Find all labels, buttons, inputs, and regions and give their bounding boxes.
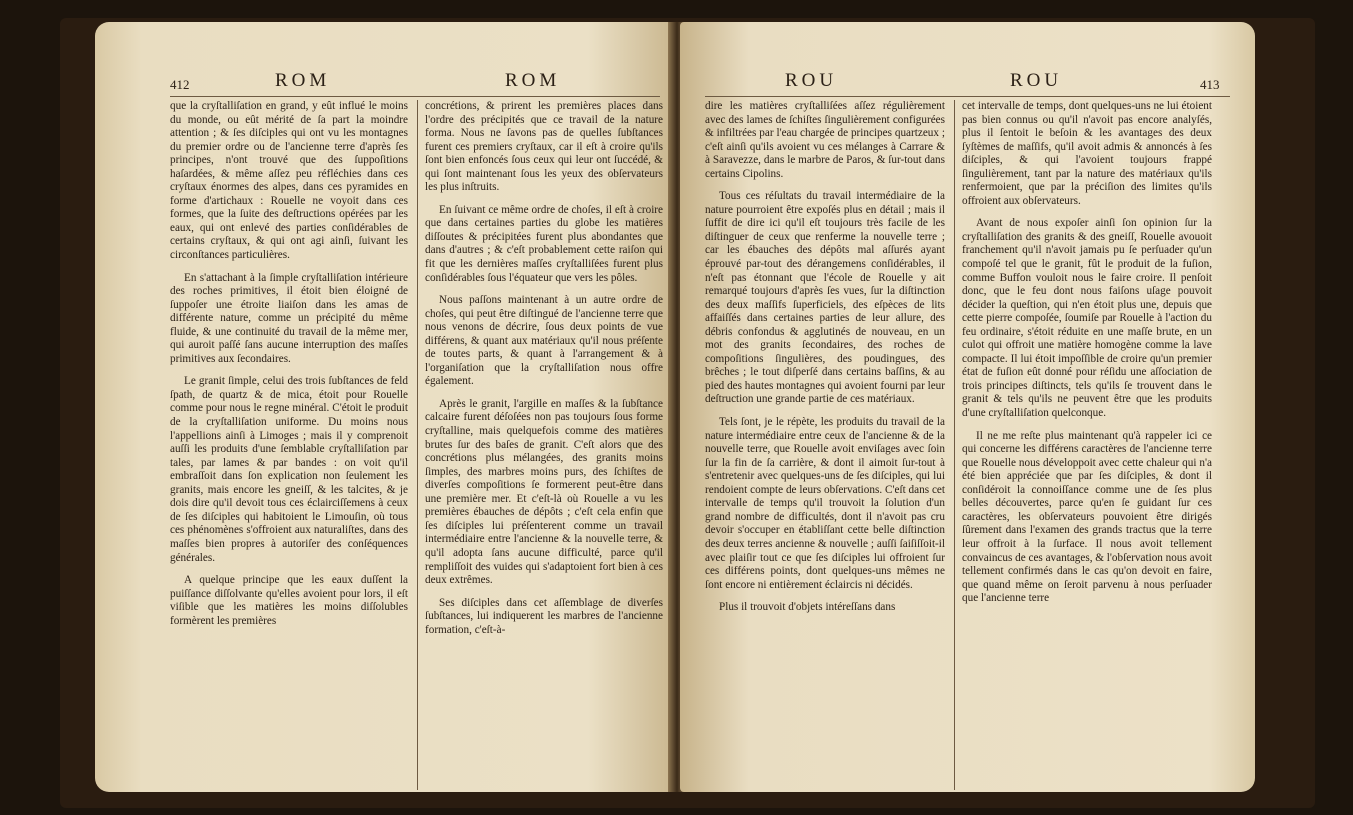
right-page (680, 22, 1255, 792)
paragraph: Avant de nous expoſer ainſi ſon opinion ſur la cryſtalliſation des granits & des gneiſſ, Rouelle avouoit franchement qu'il n'avoit jamais pu ſe perſuader qu'un compoſé tel que le granit, fût le produit de la fuſion, comme Buffon vouloit nous le faire croire. Il penſoit donc, que le feu dont nous faiſons uſage pouvoit décider la queſtion, qui n'en étoit plus une, depuis que cette pierre compoſée, ſoumiſe par Rouelle à l'action du feu ordinaire, s'étoit réduite en une maſſe brute, en un culot qui offroit une matière homogène comme la lave compacte. Il lui étoit impoſſible de croire qu'un premier état de fuſion eût donné pour réſidu une aſſociation de trois principes diſtincts, tels qu'ils ſe trouvent dans le granit & tels qu'ils ne peuvent être que les produits d'une cryſtalliſation quelconque. (962, 217, 1212, 420)
header-rule (170, 96, 660, 97)
paragraph: Il ne me reſte plus maintenant qu'à rappeler ici ce qui concerne les différens caractères de l'ancienne terre que Rouelle nous développoit avec cette chaleur qui n'a été bien appréciée que par ſes diſciples, & dont il conſidéroit la connoiſſance comme une de ſes plus belles découvertes, parce qu'en ſe guidant ſur ces caractères, les obſervateurs pouvoient être dirigés ſûrement dans l'examen des grands tractus que la terre leur offroit à la ſurface. Il nous avoit tellement convaincus de ces avantages, & l'obſervation nous avoit tellement confirmés dans le cas qu'on devoit en faire, que quand même on ſeroit parvenu à nous perſuader que l'ancienne terre (962, 429, 1212, 605)
running-head-left-col2: ROM (505, 70, 561, 91)
paragraph: En ſuivant ce même ordre de choſes, il eſt à croire que dans certaines parties du globe les matières diſſoutes & précipitées furent plus abondantes que dans d'autres ; & c'eſt probablement cette raiſon qui fit que les dernières maſſes cryſtalliſées furent plus conſidérables ſous l'équateur que vers les pôles. (425, 203, 663, 284)
column-rule (954, 100, 955, 790)
paragraph: cet intervalle de temps, dont quelques-uns ne lui étoient pas bien connus ou qu'il n'avoit pas encore analyſés, plus il ſentoit le beſoin & les avantages des deux ſyſtèmes de maſſifs, qu'il avoit admis & annoncés à ſes diſciples, & qui l'avoient toujours frappé ſingulièrement, tant par la nature des matériaux qu'ils renfermoient, que par la préciſion des limites qu'ils offroient aux obſervateurs. (962, 100, 1212, 207)
right-page-column-1 (705, 100, 945, 624)
paragraph: Tous ces réſultats du travail intermédiaire de la nature pourroient être expoſés plus en détail ; mais il ſuffit de dire ici qu'il eſt toujours très facile de les diſtinguer de ceux que renferme la nouvelle terre ; car les ébauches des dépôts mal aſſurés ayant éprouvé par-tout des dérangemens conſidérables, il n'eſt pas étonnant que l'école de Rouelle y ait remarqué toujours d'après ſes vues, ſur la diſtinction des deux maſſifs ſuperficiels, des eſpèces de lits affaiſſés dans certaines parties de leur allure, des débris confondus & agglutinés de nouveau, en un mot des granits ſecondaires, des roches de compoſitions ſingulières, des poudingues, des brêches ; le tout diſperſé dans certains baſſins, & au pied des hautes montagnes qui avoient fourni par leur deſtruction une grande partie de ces matériaux. (705, 190, 945, 406)
page-number-right: 413 (1200, 77, 1220, 92)
column-rule (417, 100, 418, 790)
paragraph: concrétions, & prirent les premières places dans l'ordre des précipités que ce travail de la nature forma. Nous ne ſavons pas de quelles ſubſtances furent ces premiers cryſtaux, car il eſt à croire qu'ils ſont bien enfoncés ſous ceux qui leur ont ſuccédé, & qui ſont maintenant ſous les yeux des obſervateurs les plus inſtruits. (425, 100, 663, 194)
left-page (95, 22, 675, 792)
paragraph: A quelque principe que les eaux duſſent la puiſſance diſſolvante qu'elles avoient pour lors, il eſt viſible que les matières les moins diſſolubles formèrent les premières (170, 574, 408, 627)
paragraph: En s'attachant à la ſimple cryſtalliſation intérieure des roches primitives, il étoit bien éloigné de ſuppoſer une étroite liaiſon dans les amas de différente nature, comme un précipité du même fluide, & une continuité du travail de la même mer, qui auroit paſſé ſans aucune interruption des maſſes primitives aux ſecondaires. (170, 271, 408, 365)
paragraph: Le granit ſimple, celui des trois ſubſtances de feld ſpath, de quartz & de mica, étoit pour Rouelle comme pour nous le regne minéral. C'étoit le produit de la cryſtalliſation uniforme. Du moins nous l'appellions ainſi à Limoges ; mais il y comprenoit auſſi les produits d'une ſemblable cryſtalliſation par tales, par lames & par bandes : on voit qu'il embraſſoit dans ſon explication non ſeulement les granits, mais encore les gneiſſ, & les talcites, & je dois dire qu'il devoit tous ces éclairciſſemens à ceux de ſes diſciples qui habitoient le Limouſin, où tous ces phénomènes s'offroient aux naturaliſtes, dans des maſſes bien propres à autoriſer des conſéquences générales. (170, 375, 408, 564)
header-rule (705, 96, 1230, 97)
left-page-column-1 (170, 100, 408, 637)
paragraph: dire les matières cryſtalliſées aſſez régulièrement avec des lames de ſchiſtes ſingulièrement configurées & infiltrées par l'eau chargée de principes quartzeux ; c'eſt ainſi qu'ils avoient vu ces mélanges à Carrare & à Saravezze, dans le marbre de Paros, & ſur-tout dans certains Cipolins. (705, 100, 945, 180)
paragraph: Ses diſciples dans cet aſſemblage de diverſes ſubſtances, lui indiquerent les marbres de l'ancienne formation, c'eſt-à- (425, 596, 663, 636)
paragraph: Plus il trouvoit d'objets intéreſſans dans (719, 601, 896, 614)
paragraph: Nous paſſons maintenant à un autre ordre de choſes, qui peut être diſtingué de l'ancienne terre que nous venons de décrire, ſous deux points de vue différens, & quant aux matériaux qu'il nous préſente de toutes parts, & quant à l'arrangement & à l'organiſation que la cryſtalliſation nous offre également. (425, 294, 663, 388)
page-number-left: 412 (170, 77, 190, 92)
paragraph: Tels ſont, je le répète, les produits du travail de la nature intermédiaire entre ceux de l'ancienne & de la nouvelle terre, que Rouelle avoit enviſages avec ſoin ſur la fin de ſa carrière, & dont il aimoit ſur-tout à s'entretenir avec quelques-uns de ſes diſciples, qui lui rendoient compte de leurs obſervations. C'eſt dans cet intervalle de temps qu'il trouvoit la ſolution d'un grand nombre de difficultés, dont il n'avoit pas cru devoir s'occuper en établiſſant cette belle diſtinction des deux terres ancienne & nouvelle ; auſſi ſaiſiſſoit-il avec plaiſir tout ce que ſes diſciples lui offroient ſur ces différens points, dont quelques-uns mêmes ne ſont encore ni entièrement éclaircis ni décidés. (705, 416, 945, 591)
running-head-right-col1: ROU (785, 70, 838, 91)
paragraph: que la cryſtalliſation en grand, y eût influé le moins du monde, ou eût mérité de ſa part la moindre attention ; & ſes diſciples qui ont vu les montagnes du premier ordre ou de l'ancienne terre d'après ſes principes, n'ont trouvé que des ſuppoſitions haſardées, & même aſſez peu réfléchies dans ces cryſtaux énormes des alpes, dans ces pyramides en forme d'artichaux : Rouelle ne voyoit dans ces formes, que la ſuite des deſtructions opérées par les eaux, qui ont enlevé des parties conſidérables de certains cryſtaux, & qui ont agi ainſi, ſuivant les circonſtances particulières. (170, 100, 408, 262)
left-page-column-2 (425, 100, 663, 646)
paragraph: Après le granit, l'argille en maſſes & la ſubſtance calcaire furent déſoſées non pas toujours ſous forme cryſtalline, mais quelquefois comme des matières brutes ſur des baſes de granit. C'eſt alors que des concrétions plus mélangées, des granits moins ſimples, des marbres moins purs, des ſchiſtes de diverſes compoſitions ſe formerent peut-être dans une première mer. Et c'eſt-là où Rouelle a vu les premières ébauches de dépôts ; c'eſt cela enfin que ſes diſciples lui préſenterent comme un travail intermédiaire entre l'ancienne & la nouvelle terre, & qu'il adopta ſans aucune difficulté, parce qu'il rempliſſoit des vuides qui s'adaptoient fort bien à ces deux extrêmes. (425, 397, 663, 587)
right-page-column-2 (962, 100, 1212, 615)
running-head-left-col1: ROM (275, 70, 331, 91)
running-head-right-col2: ROU (1010, 70, 1063, 91)
